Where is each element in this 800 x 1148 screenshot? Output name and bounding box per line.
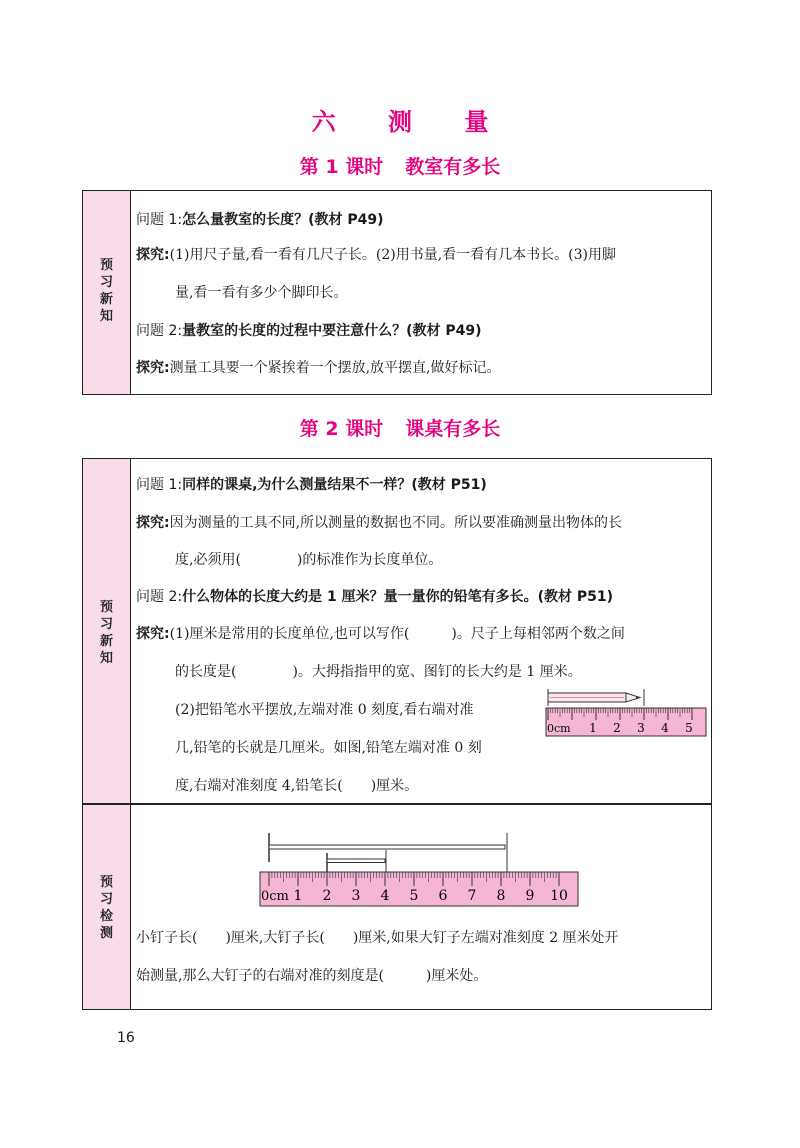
ruler-label: 5 <box>409 888 419 904</box>
lesson2-number: 第 2 课时 <box>299 418 384 440</box>
lesson2-explore-1: 探究:因为测量的工具不同,所以测量的数据也不同。所以要准确测量出物体的长 <box>136 515 623 531</box>
check-text-2: 始测量,那么大钉子的右端对准的刻度是( )厘米处。 <box>136 968 488 984</box>
ruler-label: 10 <box>550 888 568 904</box>
lesson2-question-2: 问题 2:什么物体的长度大约是 1 厘米？量一量你的铅笔有多长。(教材 P51) <box>136 589 613 605</box>
side-panel <box>83 191 131 394</box>
ruler-label: 2 <box>613 721 621 735</box>
lesson1-number: 第 1 课时 <box>299 156 384 178</box>
side-label-preview: 预 习 新 知 <box>99 600 113 666</box>
ruler-label: 2 <box>322 888 332 904</box>
ruler-label: 1 <box>589 721 597 735</box>
lesson1-explore-1: 探究:(1)用尺子量,看一看有几尺子长。(2)用书量,看一看有几本书长。(3)用脚 <box>136 247 617 263</box>
ruler-label: 4 <box>380 888 390 904</box>
lesson1-name: 教室有多长 <box>405 156 501 178</box>
chapter-title: 六 测 量 <box>311 108 511 136</box>
ruler-label: 3 <box>637 721 645 735</box>
ruler-label: 4 <box>661 721 669 735</box>
side-label-preview: 预 习 新 知 <box>99 258 113 324</box>
pencil-ruler-figure <box>544 686 710 742</box>
ruler-label: 8 <box>496 888 506 904</box>
lesson1-title <box>0 152 800 179</box>
lesson2-explore-1-cont: 度,必须用( )的标准作为长度单位。 <box>175 552 443 568</box>
big-nail-icon <box>269 833 507 872</box>
side-panel <box>83 459 131 1009</box>
page-number: 16 <box>117 1030 135 1046</box>
large-ruler <box>260 872 578 906</box>
lesson1-question-1: 问题 1:怎么量教室的长度？(教材 P49) <box>136 212 384 228</box>
row-divider <box>82 803 712 805</box>
pencil-icon <box>548 689 644 706</box>
ruler-label: 9 <box>525 888 535 904</box>
nails-ruler-figure <box>255 828 585 910</box>
lesson2-title <box>0 414 800 441</box>
check-text-1: 小钉子长( )厘米,大钉子长( )厘米,如果大钉子左端对准刻度 2 厘米处开 <box>136 930 619 946</box>
lesson1-explore-1-cont: 量,看一看有多少个脚印长。 <box>175 285 348 301</box>
side-label-check: 预 习 检 测 <box>99 875 113 941</box>
ruler-label: 5 <box>685 721 693 735</box>
ruler-label: 3 <box>351 888 361 904</box>
small-ruler <box>546 708 706 736</box>
ruler-label: 0cm <box>547 722 571 735</box>
ruler-label: 7 <box>467 888 477 904</box>
lesson2-explore-3: (2)把铅笔水平摆放,左端对准 0 刻度,看右端对准 <box>175 702 474 718</box>
lesson2-name: 课桌有多长 <box>405 418 501 440</box>
lesson2-explore-3-cont2: 度,右端对准刻度 4,铅笔长( )厘米。 <box>175 778 419 794</box>
ruler-label: 0cm <box>261 889 289 904</box>
lesson2-explore-3-cont: 几,铅笔的长就是几厘米。如图,铅笔左端对准 0 刻 <box>175 740 482 756</box>
lesson2-explore-2: 探究:(1)厘米是常用的长度单位,也可以写作( )。尺子上每相邻两个数之间 <box>136 626 625 642</box>
lesson1-question-2: 问题 2:量教室的长度的过程中要注意什么？(教材 P49) <box>136 323 482 339</box>
ruler-label: 1 <box>293 888 303 904</box>
small-nail-icon <box>327 850 386 872</box>
lesson2-explore-2-cont: 的长度是( )。大拇指指甲的宽、图钉的长大约是 1 厘米。 <box>175 664 582 680</box>
lesson1-explore-2: 探究:测量工具要一个紧挨着一个摆放,放平摆直,做好标记。 <box>136 360 501 376</box>
lesson2-question-1: 问题 1:同样的课桌,为什么测量结果不一样？(教材 P51) <box>136 477 487 493</box>
ruler-label: 6 <box>438 888 448 904</box>
